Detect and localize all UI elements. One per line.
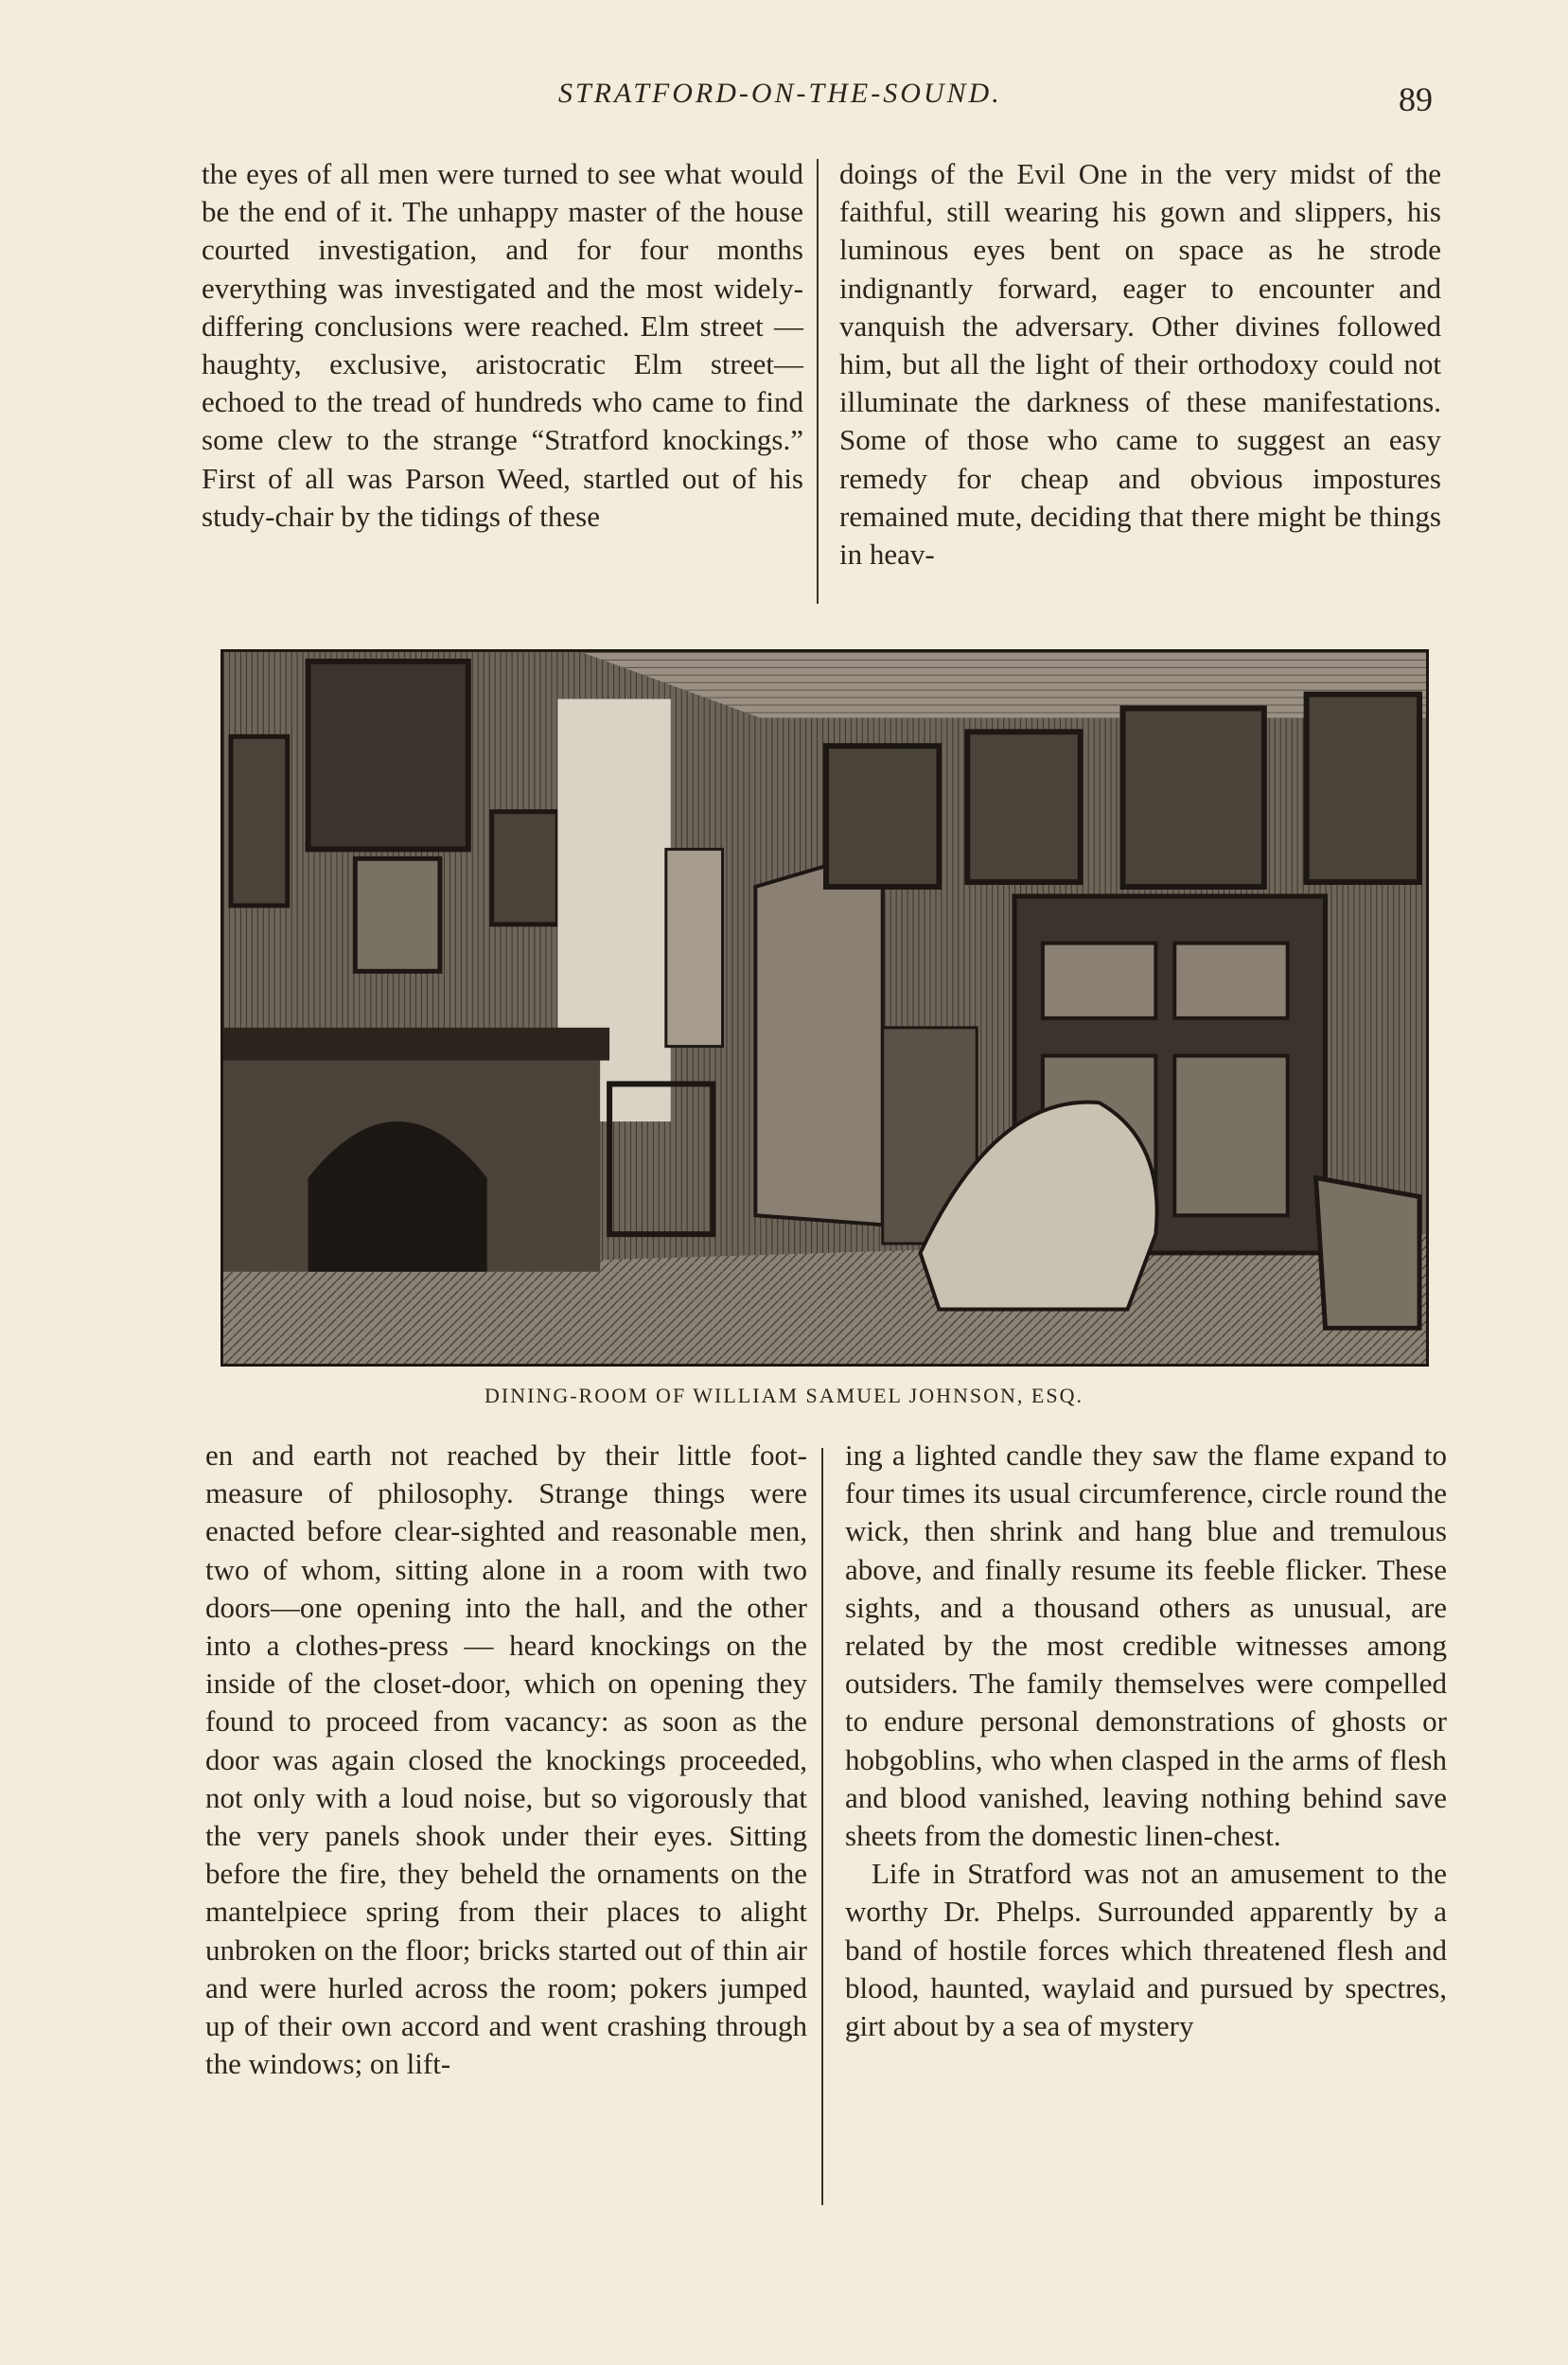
paragraph: en and earth not reached by their little foot-measure of philosophy. Strange things were enacted before clear-sighted and reasonable men, two of whom, sitting alone in a room with two doors—one opening into the hall, and the other into a clothes-press — heard knockings on the inside of the closet-door, which on opening they found to proceed from vacancy: as soon as the door was again closed the knockings proceeded, not only with a loud noise, but so vigorously that the very panels shook under their eyes. Sitting before the fire, they beheld the ornaments on the mantelpiece spring from their places to alight unbroken on the floor; bricks started out of thin air and were hurled across the room; pokers jumped up of their own accord and went crashing through the windows; on lift-	[205, 1438, 807, 2081]
paragraph: doings of the Evil One in the very midst of the faithful, still wearing his gown and slippers, his luminous eyes bent on space as he strode indignantly forward, eager to encounter and vanquish the adversary. Other divines followed him, but all the light of their orthodoxy could not illuminate the darkness of these manifestations. Some of those who came to suggest an easy remedy for cheap and obvious impostures remained mute, deciding that there might be things in heav-	[839, 157, 1441, 572]
column-rule	[817, 159, 819, 604]
paragraph: the eyes of all men were turned to see what would be the end of it. The unhappy master of the house courted investigation, and for four months everything was investigated and the most widely-differing conclusions were reached. Elm street — haughty, exclusive, aristocratic Elm street—echoed to the tread of hundreds who came to find some clew to the strange “Stratford knockings.” First of all was Parson Weed, startled out of his study-chair by the tidings of these	[202, 157, 803, 533]
bottom-left-column	[205, 1437, 807, 2083]
top-left-column	[202, 155, 803, 536]
dining-room-engraving	[220, 649, 1429, 1367]
page-number: 89	[1399, 80, 1433, 118]
running-head-title: STRATFORD-ON-THE-SOUND.	[558, 78, 1002, 109]
top-right-column	[839, 155, 1441, 574]
figure-caption: DINING-ROOM OF WILLIAM SAMUEL JOHNSON, ESQ.	[484, 1384, 1084, 1407]
bottom-right-column	[845, 1437, 1447, 2045]
paragraph: Life in Stratford was not an amusement to the worthy Dr. Phelps. Surrounded apparently by a band of hostile forces which threatened flesh and blood, haunted, waylaid and pursued by spectres, girt about by a sea of mystery	[845, 1857, 1447, 2043]
paragraph: ing a lighted candle they saw the flame expand to four times its usual circumference, circle round the wick, then shrink and hang blue and tremulous above, and finally resume its feeble flicker. These sights, and a thousand others as unusual, are related by the most credible witnesses among outsiders. The family themselves were compelled to endure personal demonstrations of ghosts or hobgoblins, who when clasped in the arms of flesh and blood vanished, leaving nothing behind save sheets from the domestic linen-chest.	[845, 1438, 1447, 1853]
column-rule	[821, 1448, 823, 2205]
